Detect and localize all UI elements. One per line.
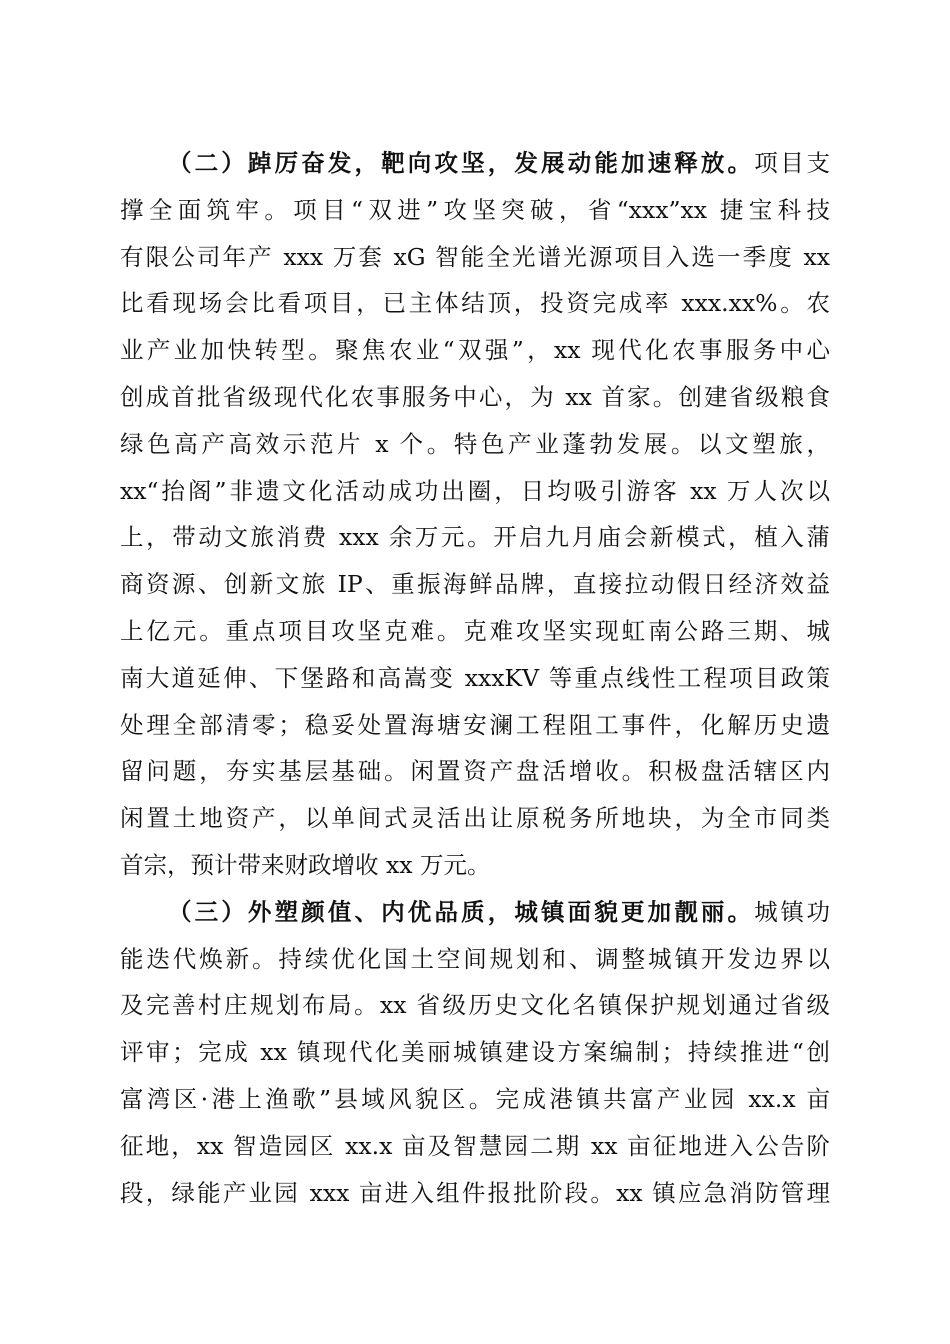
paragraph-line: （二）踔厉奋发，靶向攻坚，发展动能加速释放。项目支 — [168, 149, 830, 177]
paragraph-line: xx“抬阁”非遗文化活动成功出圈，日均吸引游客 xx 万人次以 — [120, 476, 830, 505]
paragraph-line: （三）外塑颜值、内优品质，城镇面貌更加靓丽。城镇功 — [168, 897, 830, 926]
paragraph-line: 创成首批省级现代化农事服务中心，为 xx 首家。创建省级粮食 — [120, 382, 830, 411]
paragraph-line: 撑全面筑牢。项目“双进”攻坚突破，省“xxx”xx 捷宝科技 — [120, 195, 830, 224]
paragraph-line: 有限公司年产 xxx 万套 xG 智能全光谱光源项目入选一季度 xx — [120, 242, 830, 271]
paragraph-line: 征地，xx 智造园区 xx.x 亩及智慧园二期 xx 亩征地进入公告阶 — [120, 1131, 830, 1160]
paragraph-line: 及完善村庄规划布局。xx 省级历史文化名镇保护规划通过省级 — [120, 991, 830, 1020]
paragraph-line: 商资源、创新文旅 IP、重振海鲜品牌，直接拉动假日经济效益 — [120, 570, 830, 599]
paragraph-line: 首宗，预计带来财政增收 xx 万元。 — [120, 850, 491, 879]
section-heading: （三）外塑颜值、内优品质，城镇面貌更加靓丽。 — [168, 897, 755, 926]
paragraph-2 — [120, 140, 830, 889]
paragraph-line: 上亿元。重点项目攻坚克难。克难攻坚实现虹南公路三期、城 — [120, 616, 830, 645]
paragraph-line: 段，绿能产业园 xxx 亩进入组件报批阶段。xx 镇应急消防管理 — [120, 1178, 830, 1207]
paragraph-line: 富湾区·港上渔歌”县域风貌区。完成港镇共富产业园 xx.x 亩 — [120, 1084, 830, 1113]
paragraph-3 — [120, 889, 830, 1217]
paragraph-line: 上，带动文旅消费 xxx 余万元。开启九月庙会新模式，植入蒲 — [120, 523, 830, 552]
paragraph-line: 绿色高产高效示范片 x 个。特色产业蓬勃发展。以文塑旅， — [120, 429, 830, 458]
paragraph-line: 比看现场会比看项目，已主体结顶，投资完成率 xxx.xx%。农 — [120, 289, 830, 318]
paragraph-line: 评审；完成 xx 镇现代化美丽城镇建设方案编制；持续推进“创 — [120, 1038, 830, 1067]
paragraph-line: 留问题，夯实基层基础。闲置资产盘活增收。积极盘活辖区内 — [120, 757, 830, 786]
paragraph-line: 闲置土地资产，以单间式灵活出让原税务所地块，为全市同类 — [120, 804, 830, 833]
document-body — [120, 140, 830, 1216]
paragraph-line: 业产业加快转型。聚焦农业“双强”，xx 现代化农事服务中心 — [120, 336, 830, 365]
section-heading: （二）踔厉奋发，靶向攻坚，发展动能加速释放。 — [168, 149, 755, 177]
paragraph-line: 能迭代焕新。持续优化国土空间规划和、调整城镇开发边界以 — [120, 944, 830, 973]
paragraph-line: 南大道延伸、下堡路和高嵩变 xxxKV 等重点线性工程项目政策 — [120, 663, 830, 692]
paragraph-line: 处理全部清零；稳妥处置海塘安澜工程阻工事件，化解历史遗 — [120, 710, 830, 739]
